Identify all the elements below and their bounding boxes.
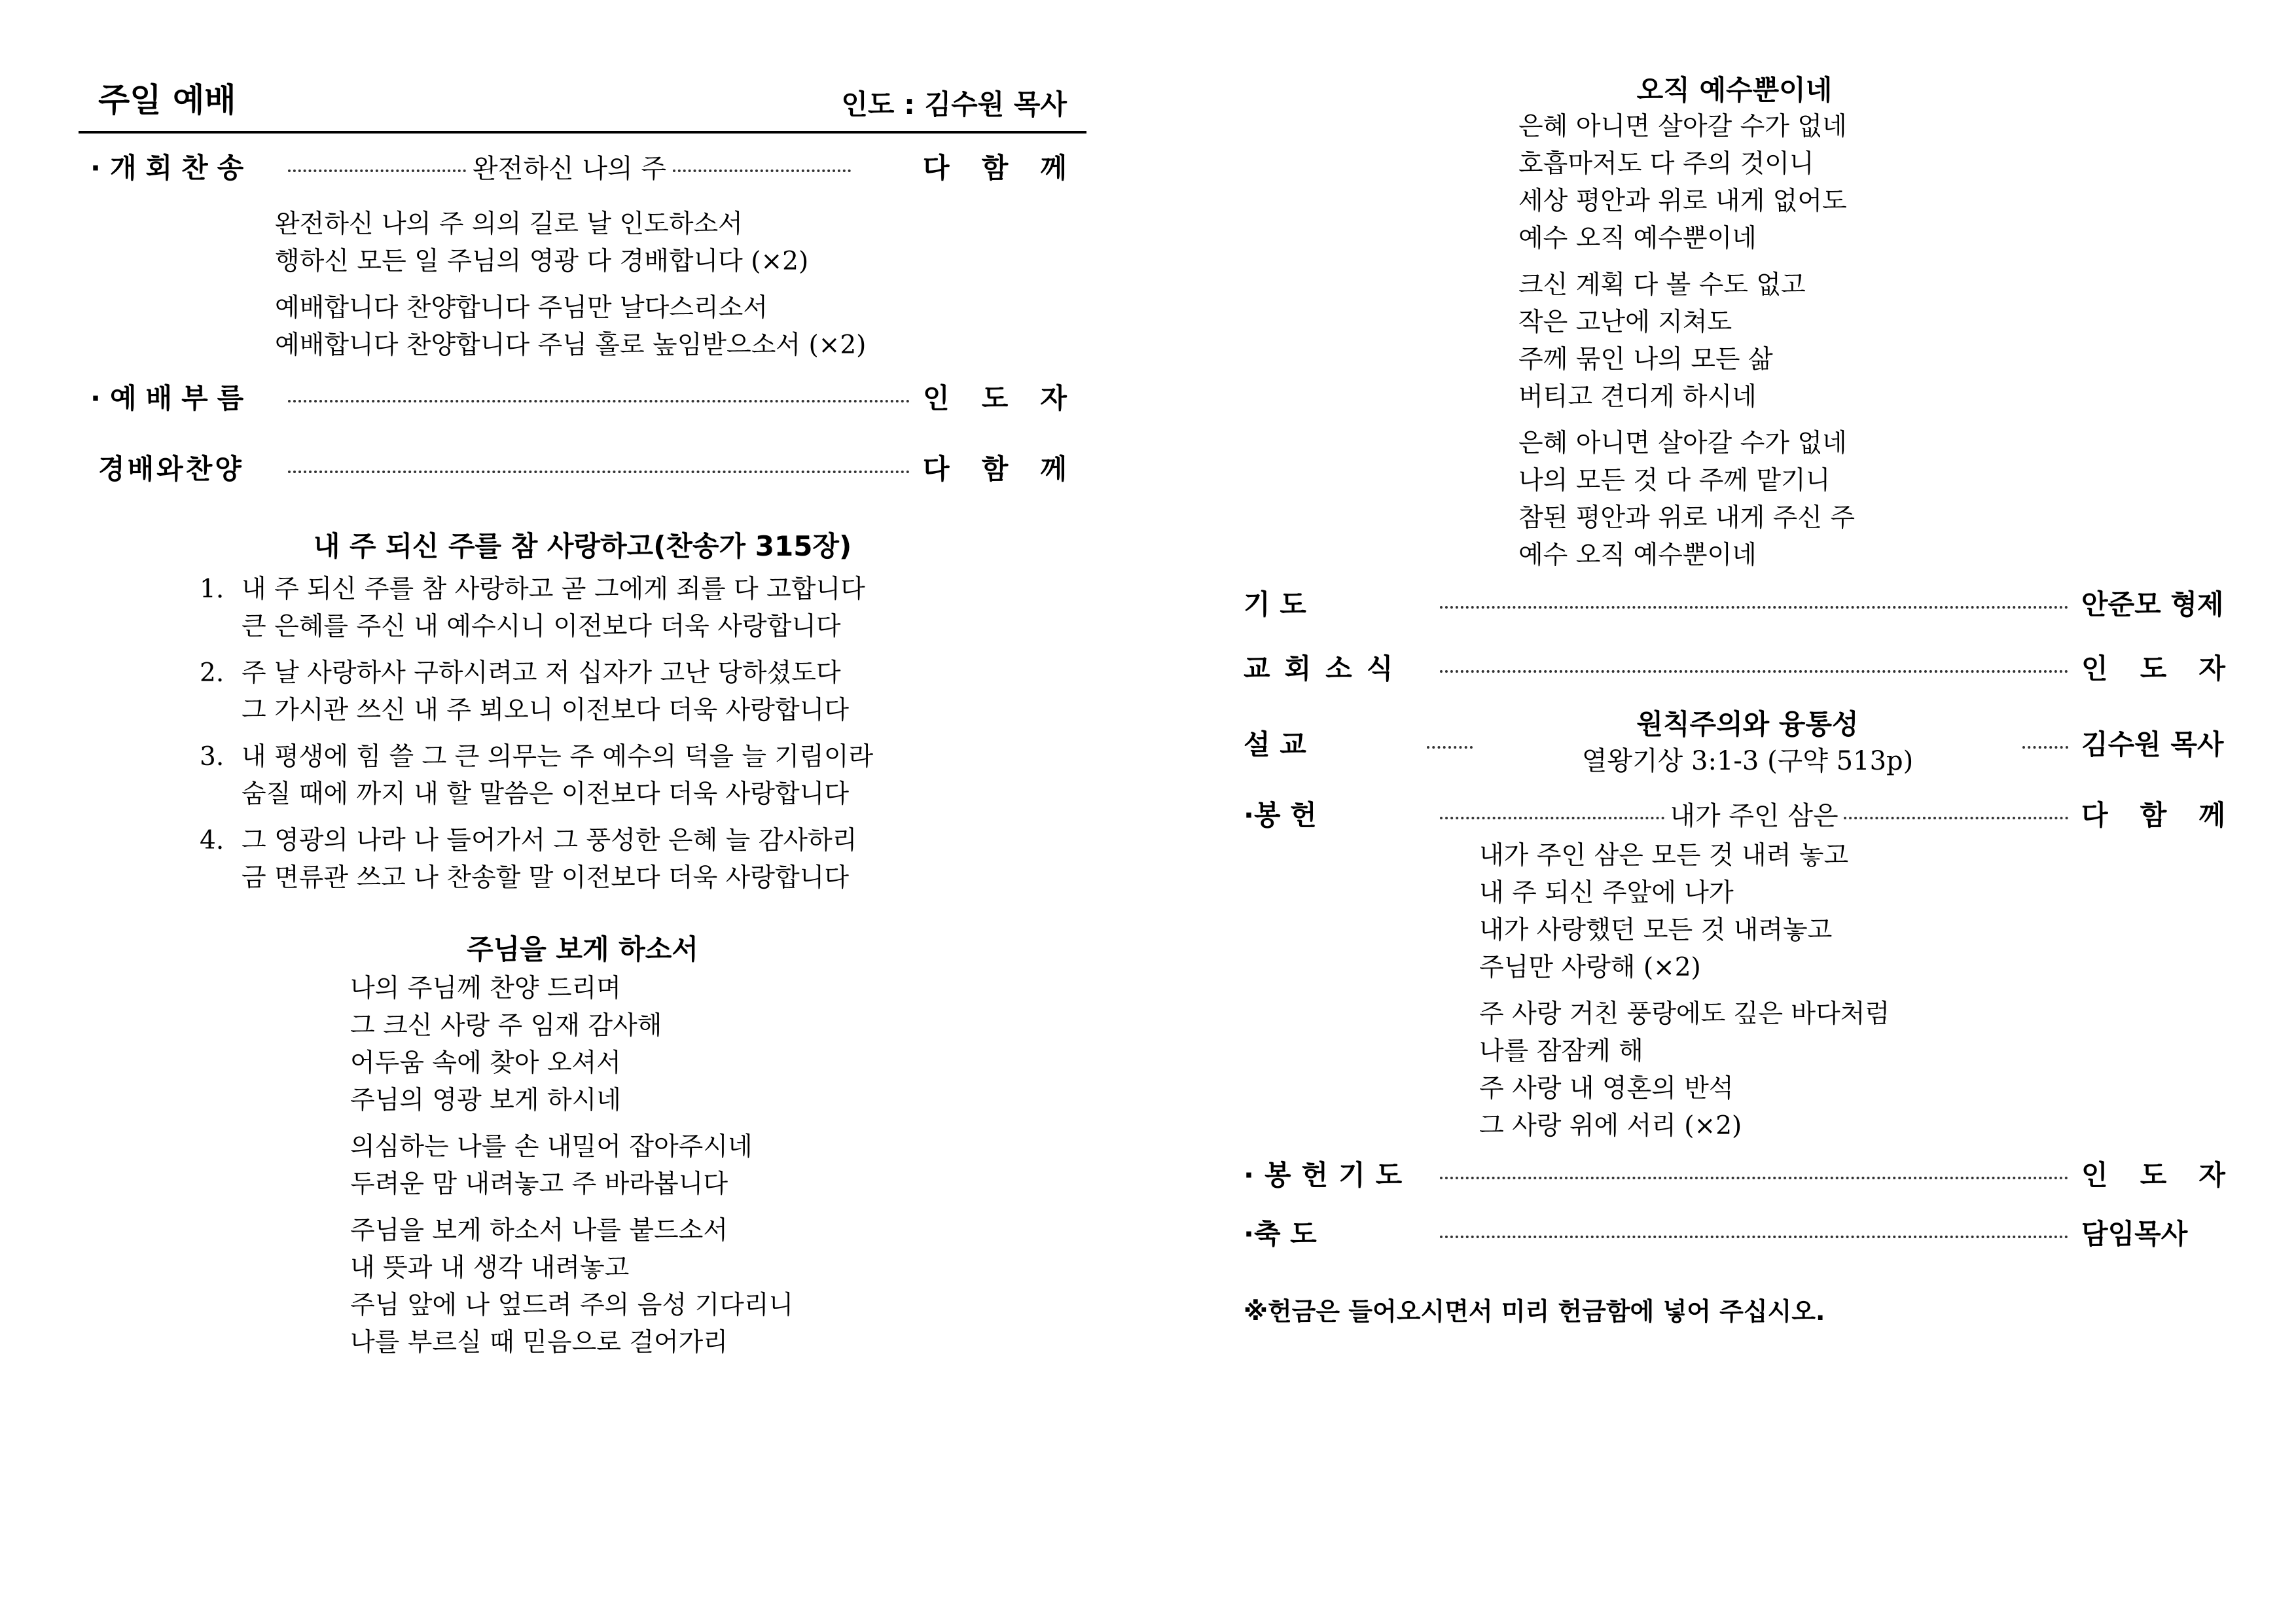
lyric-line: 나를 잠잠케 해 (1479, 1037, 1643, 1066)
lyric-line: 예수 오직 예수뿐이네 (1518, 224, 1757, 253)
offering-prayer-who: 인 도 자 (2081, 1159, 2225, 1191)
offering-prayer-row (1244, 1154, 2225, 1193)
verse-number: 1. (200, 575, 224, 604)
lyric-line: 내가 사랑했던 모든 것 내려놓고 (1479, 916, 1833, 945)
lyrics-stanza (350, 970, 1086, 1119)
offering-prayer-label: ·봉헌기도 (1244, 1159, 1413, 1191)
prayer-row (1244, 583, 2225, 622)
leader-dots (1440, 817, 1664, 819)
sermon-row (1244, 706, 2225, 779)
opening-hymn-title: 완전하신 나의 주 (473, 153, 666, 184)
lyrics-stanza (1479, 995, 2225, 1145)
lyric-line: 버티고 견디게 하시네 (1518, 382, 1757, 412)
opening-hymn-who: 다 함 께 (923, 152, 1067, 184)
lyric-line: 예수 오직 예수뿐이네 (1518, 541, 1757, 570)
leader-dots (288, 169, 466, 172)
sermon-who: 김수원 목사 (2081, 728, 2224, 760)
lyric-line: 참된 평안과 위로 내게 주신 주 (1518, 503, 1856, 533)
lyric-line: 예배합니다 찬양합니다 주님 홀로 높임받으소서 (×2) (275, 330, 867, 360)
call-to-worship-label: ·예배부름 (90, 382, 253, 414)
lyrics-stanza (275, 205, 1086, 280)
offering-lyrics (1479, 837, 2225, 1145)
lyric-line: 은혜 아니면 살아갈 수가 없네 (1518, 112, 1847, 141)
opening-hymn-label: ·개회찬송 (90, 152, 253, 184)
lyric-line: 완전하신 나의 주 의의 길로 날 인도하소서 (275, 209, 743, 239)
lyric-line: 내 주 되신 주앞에 나가 (1479, 878, 1734, 908)
leader-dots (1440, 670, 2068, 673)
right-column (1244, 69, 2225, 1327)
hymn-verse (200, 571, 1086, 645)
lyric-line: 호흡마저도 다 주의 것이니 (1518, 149, 1814, 179)
lyric-line: 주님만 사랑해 (×2) (1479, 953, 1701, 982)
lyric-line: 작은 고난에 지쳐도 (1518, 308, 1732, 337)
church-news-who: 인 도 자 (2081, 652, 2225, 685)
lyric-line: 크신 계획 다 볼 수도 없고 (1518, 270, 1806, 300)
lyric-line: 주님의 영광 보게 하시네 (350, 1086, 621, 1115)
hymn-verse (200, 654, 1086, 729)
hymn-verse (200, 822, 1086, 897)
lyric-line: 주께 묶인 나의 모든 삶 (1518, 345, 1773, 374)
song-lyrics (350, 970, 1086, 1361)
sermon-title: 원칙주의와 융통성 (1636, 708, 1859, 740)
hymn-title: 내 주 되신 주를 참 사랑하고(찬송가 315장) (313, 530, 852, 562)
lyric-line: 내가 주인 삼은 모든 것 내려 놓고 (1479, 841, 1849, 870)
lyric-line: 의심하는 나를 손 내밀어 잡아주시네 (350, 1132, 753, 1162)
service-leader: 인도 : 김수원 목사 (841, 88, 1067, 120)
lyric-line: 나를 부르실 때 믿음으로 걸어가리 (350, 1328, 728, 1357)
opening-hymn-lyrics (275, 205, 1086, 364)
lyric-line: 금 면류관 쓰고 나 찬송할 말 이전보다 더욱 사랑합니다 (242, 863, 850, 893)
lyric-line: 나의 모든 것 다 주께 맡기니 (1518, 466, 1831, 495)
lyrics-stanza (1518, 425, 2225, 574)
prayer-label: 기 도 (1244, 588, 1306, 620)
lyric-line: 주님 앞에 나 엎드려 주의 음성 기다리니 (350, 1291, 794, 1320)
offering-label: ·봉 헌 (1244, 799, 1317, 831)
lyric-line: 그 크신 사랑 주 임재 감사해 (350, 1011, 662, 1041)
lyrics-stanza (275, 289, 1086, 364)
lyrics-stanza (350, 1128, 1086, 1203)
lyric-line: 두려운 맘 내려놓고 주 바라봅니다 (350, 1169, 728, 1199)
praise-who: 다 함 께 (923, 453, 1067, 485)
offering-notice: ※헌금은 들어오시면서 미리 헌금함에 넣어 주십시오. (1244, 1297, 1825, 1326)
lyric-line: 나의 주님께 찬양 드리며 (350, 974, 621, 1003)
lyric-line: 어두움 속에 찾아 오셔서 (350, 1048, 621, 1078)
sermon-block (1473, 706, 2022, 779)
lyric-line: 그 사랑 위에 서리 (×2) (1479, 1111, 1742, 1141)
lyric-line: 주 날 사랑하사 구하시려고 저 십자가 고난 당하셨도다 (242, 658, 841, 688)
leader-dots (288, 471, 910, 473)
lyric-line: 그 영광의 나라 나 들어가서 그 풍성한 은혜 늘 감사하리 (242, 826, 857, 855)
song-title: 주님을 보게 하소서 (467, 933, 698, 965)
lyrics-stanza (1518, 266, 2225, 416)
song-lyrics (1518, 108, 2225, 574)
leader-dots (1844, 817, 2068, 819)
left-column (79, 69, 1086, 1370)
verse-number: 4. (200, 826, 224, 855)
benediction-row (1244, 1213, 2225, 1252)
leader-dots (1440, 1236, 2068, 1238)
lyric-line: 내 주 되신 주를 참 사랑하고 곧 그에게 죄를 다 고합니다 (242, 575, 865, 604)
benediction-who: 담임목사 (2081, 1218, 2188, 1250)
lyric-line: 내 뜻과 내 생각 내려놓고 (350, 1253, 630, 1283)
lyric-line: 세상 평안과 위로 내게 없어도 (1518, 187, 1847, 216)
leader-dots (1440, 606, 2068, 609)
church-news-row (1244, 647, 2225, 687)
lyric-line: 주 사랑 거친 풍랑에도 깊은 바다처럼 (1479, 999, 1890, 1029)
offering-who: 다 함 께 (2081, 799, 2225, 831)
sermon-label: 설 교 (1244, 728, 1306, 760)
lyric-line: 큰 은혜를 주신 내 예수시니 이전보다 더욱 사랑합니다 (242, 612, 841, 641)
offering-song: 내가 주인 삼은 (1670, 800, 1839, 831)
lyrics-stanza (1479, 837, 2225, 986)
leader-dots (288, 400, 910, 402)
lyric-line: 행하신 모든 일 주님의 영광 다 경배합니다 (×2) (275, 247, 809, 276)
leader-dots (1440, 1177, 2068, 1179)
opening-hymn-row (79, 147, 1086, 186)
lyric-line: 내 평생에 힘 쓸 그 큰 의무는 주 예수의 덕을 늘 기림이라 (242, 742, 874, 772)
sermon-scripture: 열왕기상 3:1-3 (구약 513p) (1581, 746, 1914, 776)
benediction-label: ·축 도 (1244, 1218, 1317, 1250)
verse-number: 3. (200, 742, 224, 772)
lyric-line: 주님을 보게 하소서 나를 붙드소서 (350, 1216, 728, 1245)
call-to-worship-row (79, 377, 1086, 416)
lyrics-stanza (1518, 108, 2225, 257)
lyric-line: 그 가시관 쓰신 내 주 뵈오니 이전보다 더욱 사랑합니다 (242, 696, 850, 725)
page-title: 주일 예배 (98, 81, 236, 119)
leader-dots (2022, 746, 2068, 749)
lyric-line: 예배합니다 찬양합니다 주님만 날다스리소서 (275, 293, 768, 323)
prayer-who: 안준모 형제 (2081, 588, 2224, 620)
call-to-worship-who: 인 도 자 (923, 382, 1067, 414)
praise-row (79, 448, 1086, 487)
verse-number: 2. (200, 658, 224, 688)
leader-dots (1427, 746, 1473, 749)
lyric-line: 은혜 아니면 살아갈 수가 없네 (1518, 429, 1847, 458)
offering-row (1244, 794, 2225, 833)
bulletin-header (79, 69, 1086, 134)
lyrics-stanza (350, 1212, 1086, 1361)
leader-dots (673, 169, 851, 172)
lyric-line: 주 사랑 내 영혼의 반석 (1479, 1074, 1734, 1103)
hymn-verse (200, 738, 1086, 813)
church-news-label: 교회소식 (1244, 652, 1408, 685)
lyric-line: 숨질 때에 까지 내 할 말씀은 이전보다 더욱 사랑합니다 (242, 779, 850, 809)
song-title: 오직 예수뿐이네 (1636, 74, 1833, 106)
hymn-verses (200, 571, 1086, 897)
praise-label: 경배와찬양 (98, 453, 244, 485)
